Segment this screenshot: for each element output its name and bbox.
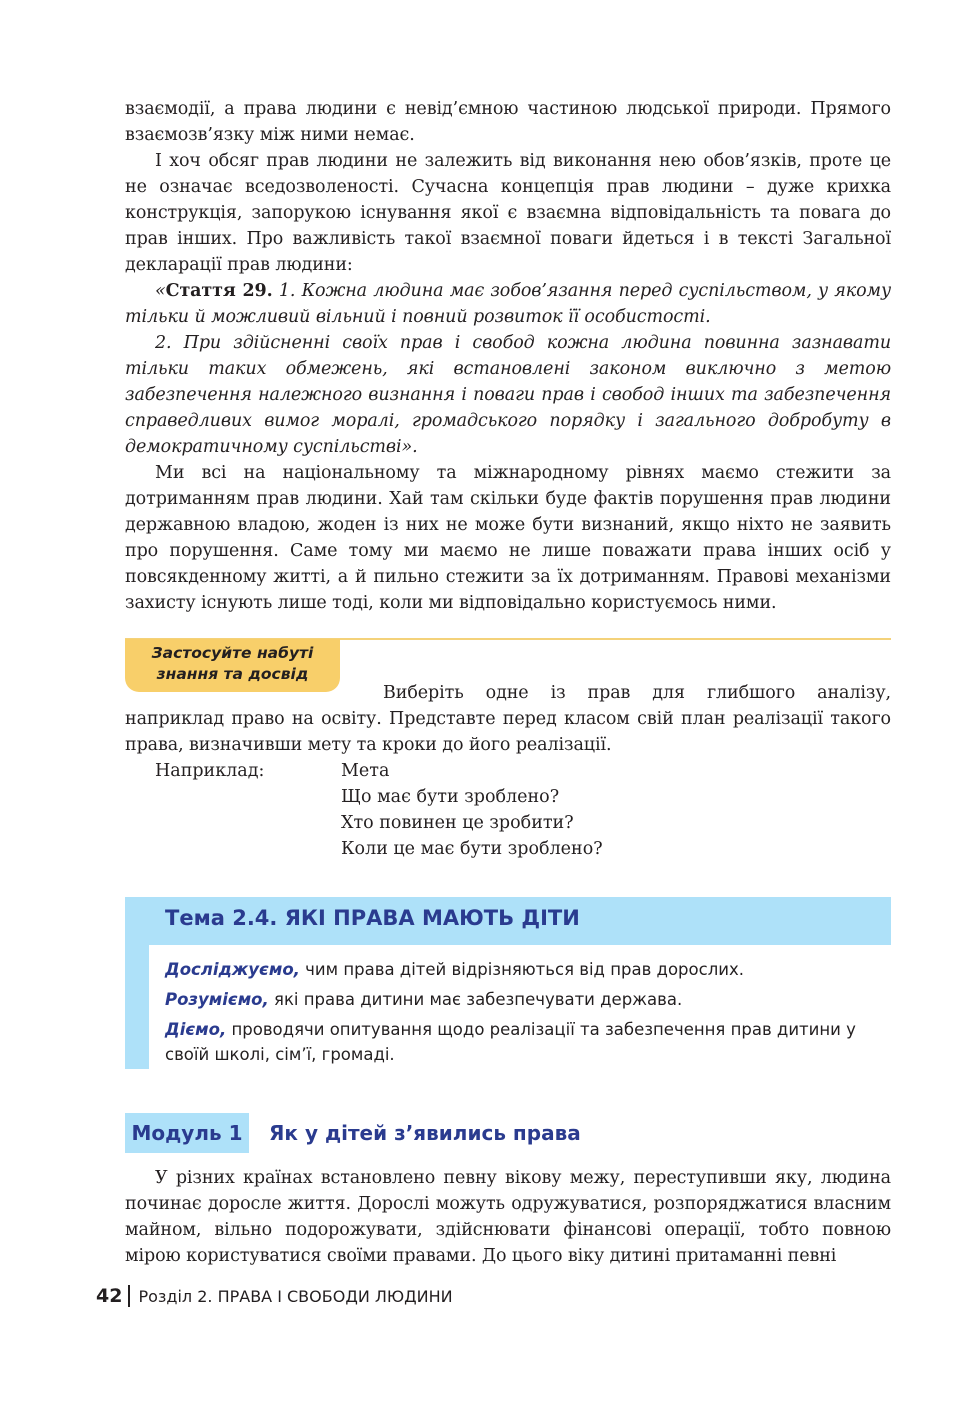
quote-article-text: 1. Кожна людина має зобов’язання перед суспільством, у якому тільки й можливий вільний і повний розвиток її особистості. — [125, 281, 892, 327]
apply-knowledge-badge — [125, 639, 340, 692]
paragraph-module-1: У різних країнах встановлено певну вікову межу, переступивши яку, людина починає доросле життя. Дорослі можуть одружуватися, розпоряджатися власним майном, вільно подорожувати, здійснювати фінансові операції, тобто повною мірою користуватися своїми правами. До цього віку дитині притаманні певні — [125, 1168, 891, 1266]
topic-goal-keyword: Розуміємо, — [165, 990, 269, 1009]
topic-goal-text: проводячи опитування щодо реалізації та забезпечення прав дитини у своїй школі, сім’ї, громаді. — [165, 1020, 856, 1064]
apply-badge-line-2: знання та досвід — [156, 665, 309, 683]
example-item: Що має бути зроблено? — [341, 787, 560, 807]
topic-goal-row — [165, 957, 891, 982]
main-text — [125, 96, 891, 862]
paragraph-intro-2: І хоч обсяг прав людини не залежить від виконання нею обов’язків, проте це не означає вседозволеності. Сучасна концепція прав людини – дуже крихка конструкція, запорукою існування якої є взаємна відповідальність та повага до прав інших. Про важливість такої взаємної поваги йдеться і в тексті Загальної декларації прав людини: — [125, 151, 891, 275]
apply-badge-line-1: Застосуйте набуті — [151, 644, 314, 662]
paragraph-intro-1: взаємодії, а права людини є невід’ємною частиною людської природи. Прямого взаємозв’язку між ними немає. — [125, 99, 891, 145]
example-label: Наприклад: — [155, 761, 265, 781]
apply-task — [125, 680, 891, 862]
example-list — [341, 758, 603, 862]
topic-goal-keyword: Досліджуємо, — [165, 960, 300, 979]
example-item: Хто повинен це зробити? — [341, 813, 574, 833]
topic-goal-row — [165, 987, 891, 1012]
apply-task-text: Виберіть одне із прав для глибшого аналізу, наприклад право на освіту. Представте перед класом свій план реалізації такого права, визначивши мету та кроки до його реалізації. — [125, 683, 891, 755]
topic-goal-text: які права дитини має забезпечувати держава. — [268, 990, 683, 1009]
module-badge: Модуль 1 — [125, 1113, 249, 1153]
module-text — [125, 1165, 891, 1269]
quote-article-29-part-2: 2. При здійсненні своїх прав і свобод кожна людина повинна зазнавати тільки таких обмежень, які встановлені законом виключно з метою забезпечення належного визнання і поваги прав і свобод інших та забезпечення справедливих вимог моралі, громадського порядку і загального добробуту в демократичному суспільстві». — [125, 333, 891, 457]
module-heading — [125, 1113, 581, 1153]
example-item: Мета — [341, 761, 390, 781]
topic-goal-row — [165, 1017, 891, 1067]
topic-title: Тема 2.4. ЯКІ ПРАВА МАЮТЬ ДІТИ — [165, 906, 580, 930]
page-number: 42 — [96, 1285, 123, 1307]
footer-divider — [128, 1285, 130, 1307]
module-title: Як у дітей з’явились права — [269, 1121, 581, 1145]
quote-article-label: Стаття 29. — [165, 281, 273, 301]
section-title: Розділ 2. ПРАВА І СВОБОДИ ЛЮДИНИ — [138, 1286, 453, 1306]
topic-goal-keyword: Діємо, — [165, 1020, 227, 1039]
topic-goal-text: чим права дітей відрізняються від прав дорослих. — [299, 960, 744, 979]
topic-goals — [165, 957, 891, 1072]
example-block — [125, 758, 891, 862]
example-item: Коли це має бути зроблено? — [341, 839, 603, 859]
topic-box — [125, 897, 891, 1069]
apply-knowledge-section — [125, 638, 891, 683]
page-footer — [96, 1285, 453, 1307]
paragraph-intro-3: Ми всі на національному та міжнародному рівнях маємо стежити за дотриманням прав людини. Хай там скільки буде фактів порушення прав людини державною владою, жоден із них не може бути визнаний, якщо ніхто не заявить про порушення. Саме тому ми маємо не лише поважати права інших осіб у повсякденному житті, а й пильно стежити за їх дотриманням. Правові механізми захисту існують лише тоді, коли ми відповідально користуємось ними. — [125, 463, 891, 613]
quote-article-29-part-1 — [125, 278, 891, 330]
quote-open-mark: « — [155, 281, 166, 301]
